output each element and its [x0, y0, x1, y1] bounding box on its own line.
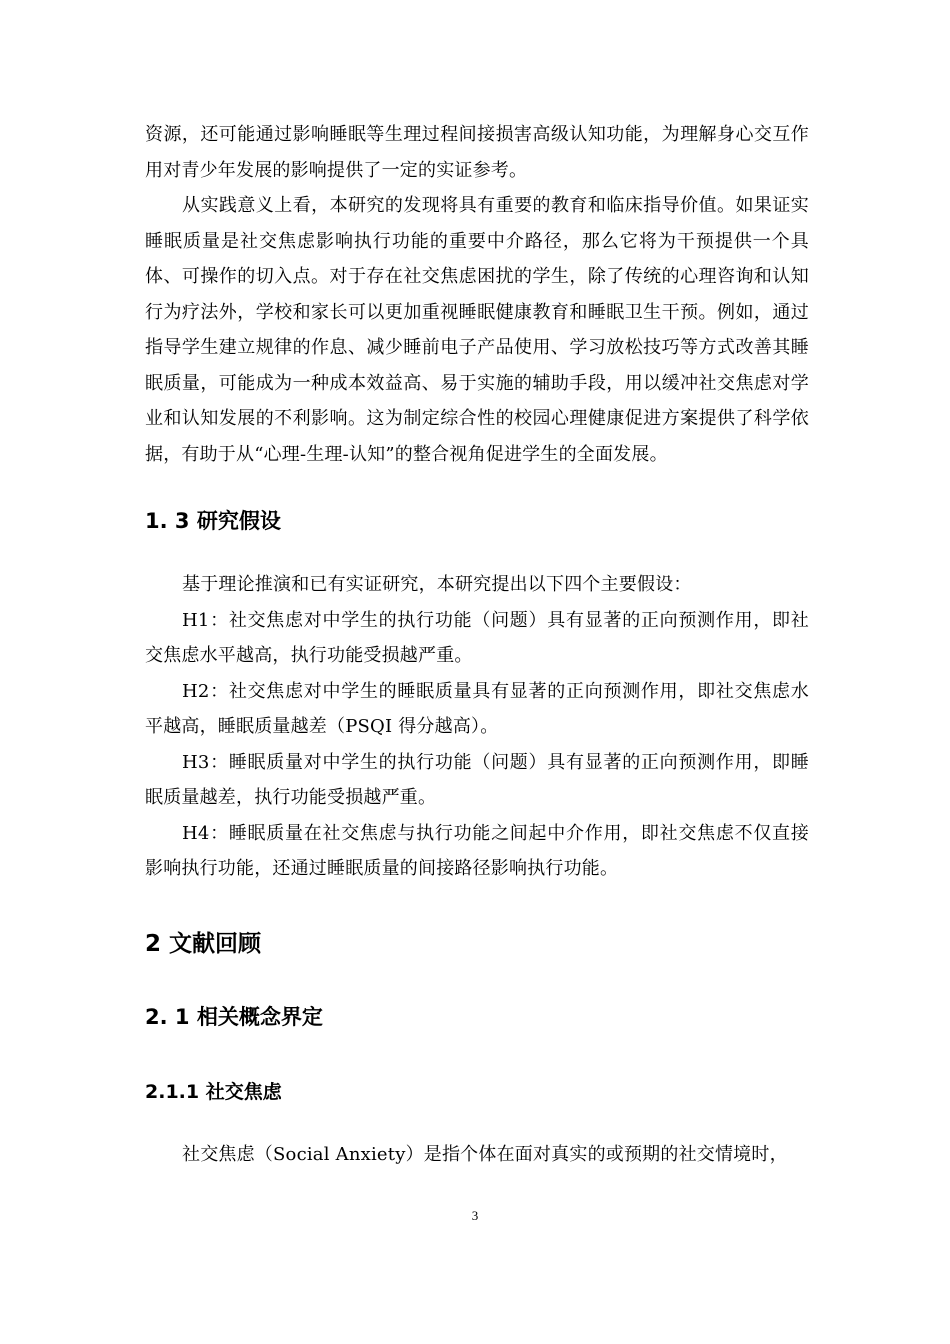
- paragraph-hypothesis-h4: H4：睡眠质量在社交焦虑与执行功能之间起中介作用，即社交焦虑不仅直接影响执行功能，还通过睡眠质量的间接路径影响执行功能。: [145, 822, 809, 879]
- heading-1-3: 1. 3 研究假设: [145, 509, 281, 533]
- paragraph-hypothesis-h1: H1：社交焦虑对中学生的执行功能（问题）具有显著的正向预测作用，即社交焦虑水平越高，执行功能受损越严重。: [145, 609, 809, 666]
- heading-2: 2 文献回顾: [145, 930, 262, 957]
- heading-2-1-1: 2.1.1 社交焦虑: [145, 1080, 282, 1103]
- paragraph-continuation: 资源，还可能通过影响睡眠等生理过程间接损害高级认知功能，为理解身心交互作用对青少年发展的影响提供了一定的实证参考。: [145, 124, 809, 181]
- paragraph-hypothesis-h2: H2：社交焦虑对中学生的睡眠质量具有显著的正向预测作用，即社交焦虑水平越高，睡眠质量越差（PSQI 得分越高）。: [145, 680, 809, 737]
- paragraph-hypotheses-intro: 基于理论推演和已有实证研究，本研究提出以下四个主要假设：: [182, 574, 692, 595]
- page-content: [145, 117, 809, 1172]
- paragraph-social-anxiety-definition: 社交焦虑（Social Anxiety）是指个体在面对真实的或预期的社交情境时，: [182, 1143, 788, 1165]
- heading-2-1: 2. 1 相关概念界定: [145, 1004, 323, 1029]
- paragraph-hypothesis-h3: H3：睡眠质量对中学生的执行功能（问题）具有显著的正向预测作用，即睡眠质量越差，执行功能受损越严重。: [145, 751, 809, 808]
- page-number: 3: [471, 1208, 479, 1223]
- paragraph-practical-significance: 从实践意义上看，本研究的发现将具有重要的教育和临床指导价值。如果证实睡眠质量是社交焦虑影响执行功能的重要中介路径，那么它将为干预提供一个具体、可操作的切入点。对于存在社交焦虑困扰的学生，除了传统的心理咨询和认知行为疗法外，学校和家长可以更加重视睡眠健康教育和睡眠卫生干预。例如，通过指导学生建立规律的作息、减少睡前电子产品使用、学习放松技巧等方式改善其睡眠质量，可能成为一种成本效益高、易于实施的辅助手段，用以缓冲社交焦虑对学业和认知发展的不利影响。这为制定综合性的校园心理健康促进方案提供了科学依据，有助于从“心理-生理-认知”的整合视角促进学生的全面发展。: [145, 195, 809, 465]
